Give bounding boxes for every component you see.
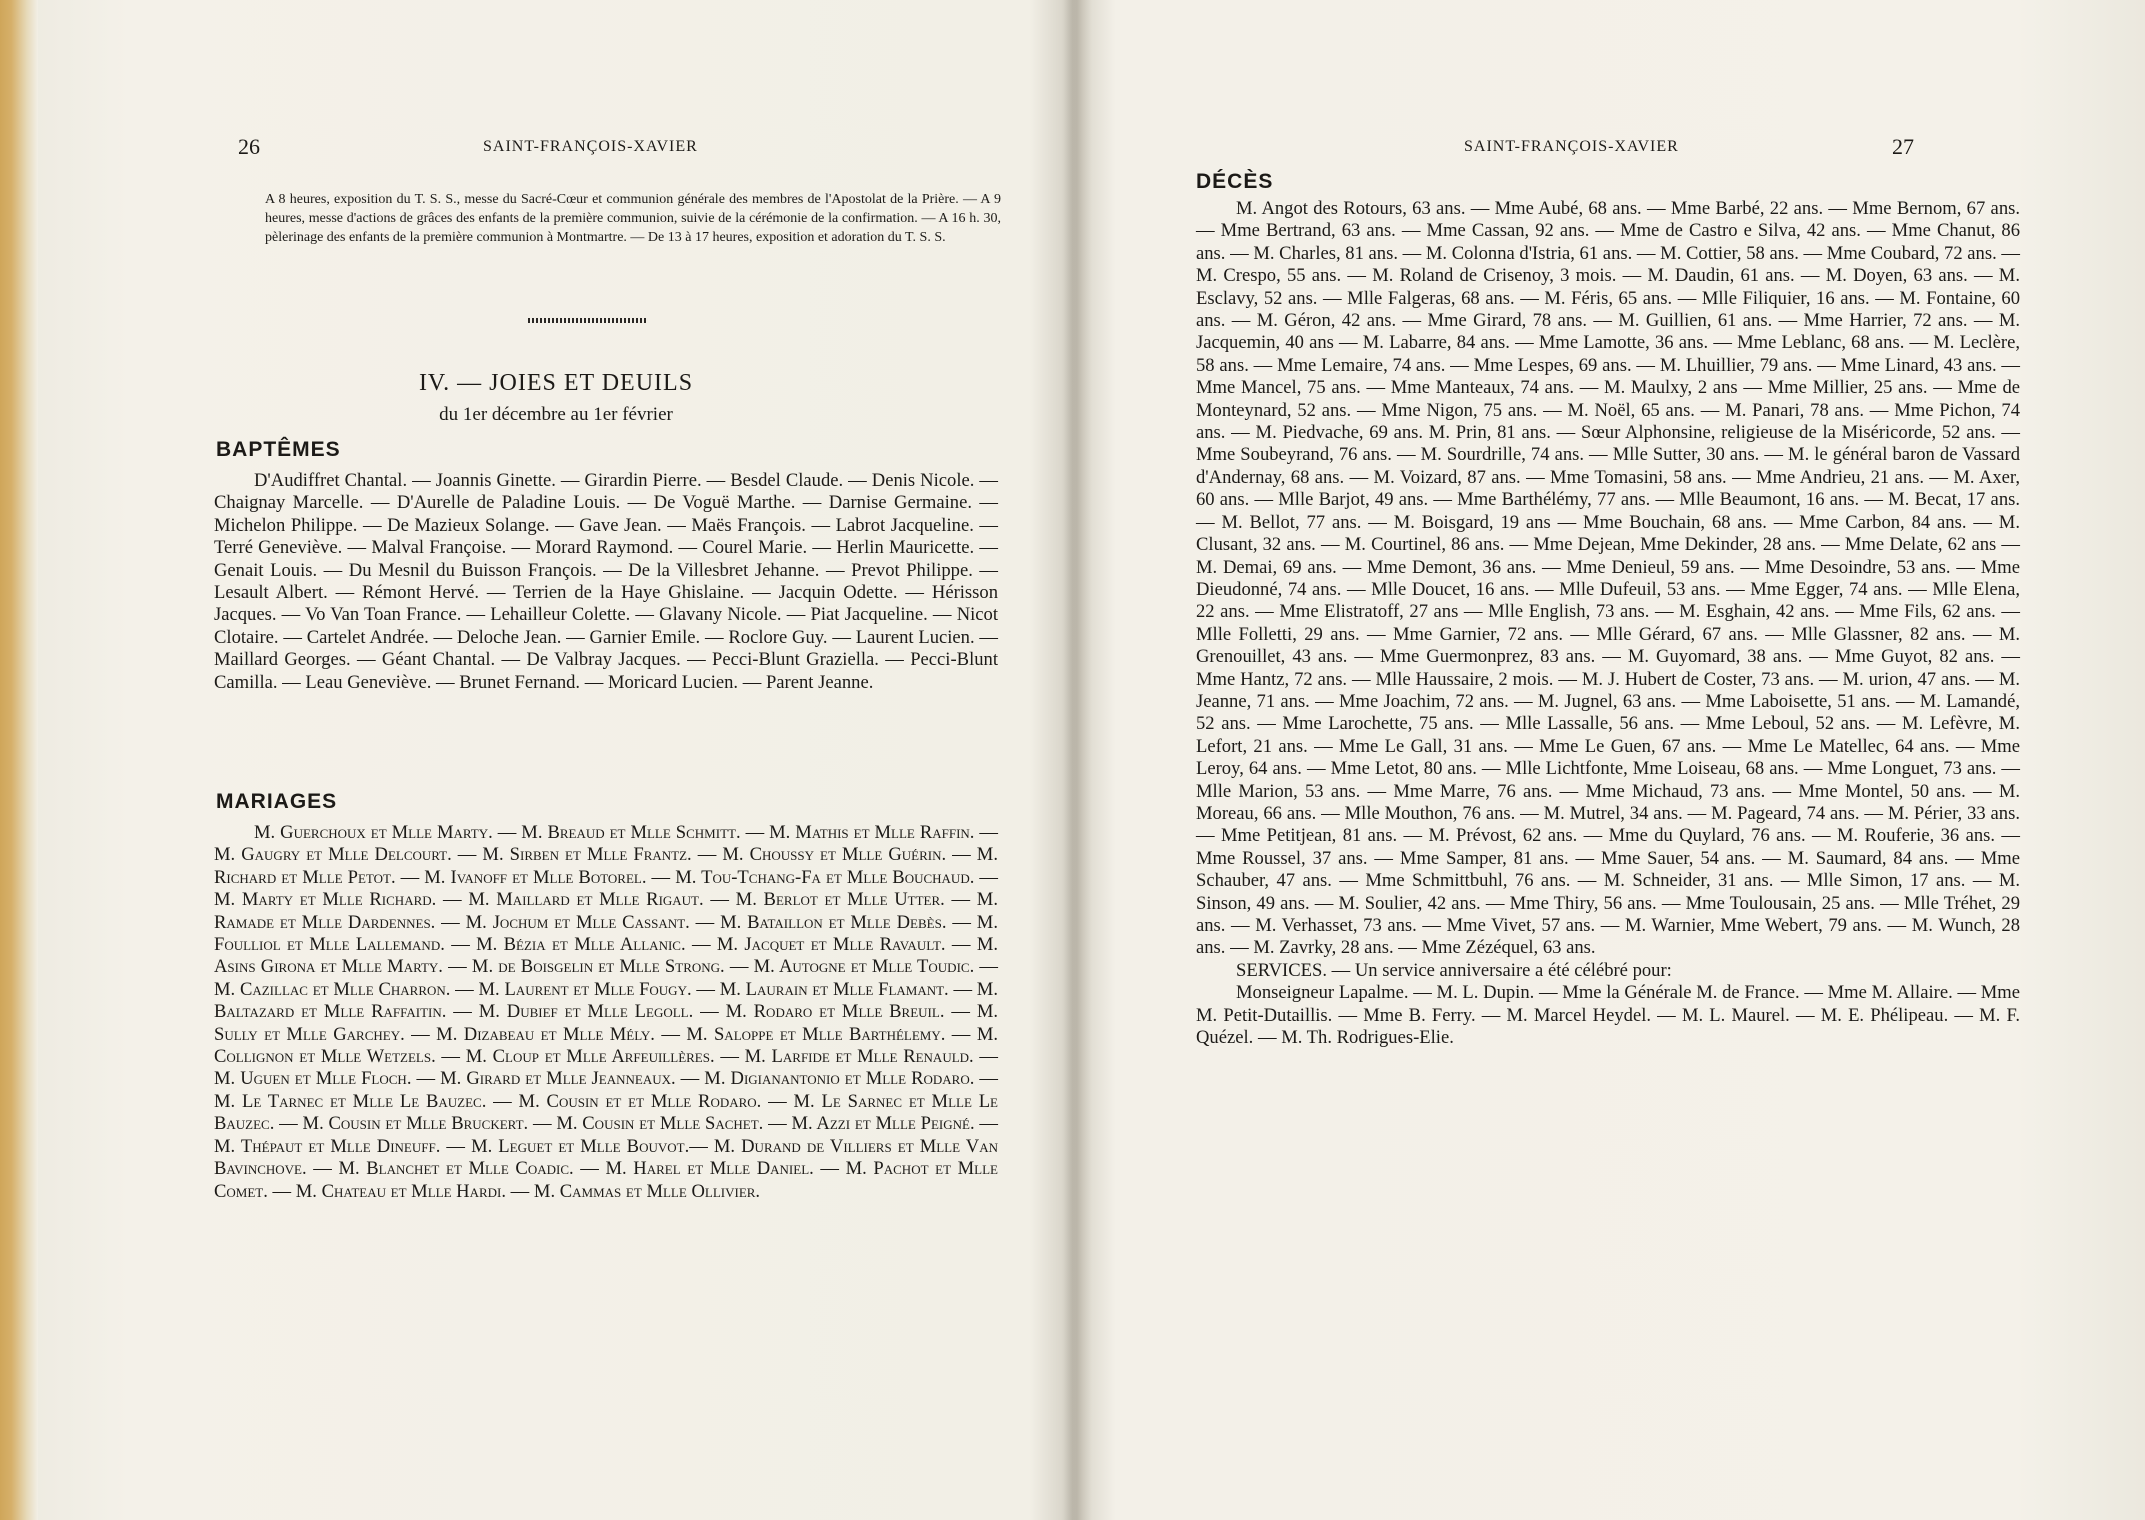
mariages-heading: MARIAGES [216,790,338,813]
right-page [1074,0,2145,1520]
services-intro-text: — Un service anniversaire a été célébré pour: [1326,959,1672,981]
page-number: 27 [1892,134,1914,159]
mariages-list [214,822,998,1203]
intro-paragraph: A 8 heures, exposition du T. S. S., messe du Sacré-Cœur et communion générale des membres de l'Apostolat de la Prière. — A 9 heures, messe d'actions de grâces des enfants de la première communion, suivie de la cérémonie de la confirmation. — A 16 h. 30, pèlerinage des enfants de la première communion à Montmartre. — De 13 à 17 heures, exposition et adoration du T. S. S. [265,192,1001,245]
services-paragraph: Monseigneur Lapalme. — M. L. Dupin. — Mme la Générale M. de France. — Mme M. Allaire. — Mme M. Petit-Dutaillis. — Mme B. Ferry. — M. Marcel Heydel. — M. L. Maurel. — M. E. Phélipeau. — M. F. Quézel. — M. Th. Rodrigues-Elie. [1196,982,2020,1049]
deces-heading: DÉCÈS [1196,170,1274,193]
section-title: IV. — JOIES ET DEUILS [418,370,694,396]
baptemes-heading: BAPTÊMES [216,438,341,461]
divider-ornament [528,318,648,323]
services-label: SERVICES. [1236,959,1327,981]
deces-list [1196,198,2020,1049]
page-number: 26 [238,134,260,159]
mariages-paragraph: M. Guerchoux et Mlle Marty. — M. Breaud et Mlle Schmitt. — M. Mathis et Mlle Raffin. — M. Gaugry et Mlle Delcourt. — M. Sirben et Mlle Frantz. — M. Choussy et Mlle Guérin. — M. Richard et Mlle Petot. — M. Ivanoff et Mlle Botorel. — M. Tou-Tchang-Fa et Mlle Bouchaud. — M. Marty et Mlle Richard. — M. Maillard et Mlle Rigaut. — M. Berlot et Mlle Utter. — M. Ramade et Mlle Dardennes. — M. Jochum et Mlle Cassant. — M. Bataillon et Mlle Debès. — M. Foulliol et Mlle Lallemand. — M. Bézia et Mlle Allanic. — M. Jacquet et Mlle Ravault. — M. Asins Girona et Mlle Marty. — M. de Boisgelin et Mlle Strong. — M. Autogne et Mlle Toudic. — M. Cazillac et Mlle Charron. — M. Laurent et Mlle Fougy. — M. Laurain et Mlle Flamant. — M. Baltazard et Mlle Raffaitin. — M. Dubief et Mlle Legoll. — M. Rodaro et Mlle Breuil. — M. Sully et Mlle Garchey. — M. Dizabeau et Mlle Mély. — M. Saloppe et Mlle Barthélemy. — M. Collignon et Mlle Wetzels. — M. Cloup et Mlle Arfeuillères. — M. Larfide et Mlle Renauld. — M. Uguen et Mlle Floch. — M. Girard et Mlle Jeanneaux. — M. Digianantonio et Mlle Rodaro. — M. Le Tarnec et Mlle Le Bauzec. — M. Cousin et et Mlle Rodaro. — M. Le Sarnec et Mlle Le Bauzec. — M. Cousin et Mlle Bruckert. — M. Cousin et Mlle Sachet. — M. Azzi et Mlle Peigné. — M. Thépaut et Mlle Dineuff. — M. Leguet et Mlle Bouvot.— M. Durand de Villiers et Mlle Van Bavinchove. — M. Blanchet et Mlle Coadic. — M. Harel et Mlle Daniel. — M. Pachot et Mlle Comet. — M. Chateau et Mlle Hardi. — M. Cammas et Mlle Ollivier. [214,822,998,1202]
section-subtitle: du 1er décembre au 1er février [439,404,673,425]
baptemes-list [214,470,998,694]
baptemes-paragraph: D'Audiffret Chantal. — Joannis Ginette. — Girardin Pierre. — Besdel Claude. — Denis Nicole. — Chaignay Marcelle. — D'Aurelle de Paladine Louis. — De Voguë Marthe. — Darnise Germaine. — Michelon Philippe. — De Mazieux Solange. — Gave Jean. — Maës François. — Labrot Jacqueline. — Terré Geneviève. — Malval Françoise. — Morard Raymond. — Courel Marie. — Herlin Mauricette. — Genait Louis. — Du Mesnil du Buisson François. — De la Villesbret Jehanne. — Prevot Philippe. — Lesault Albert. — Rémont Hervé. — Terrien de la Haye Ghislaine. — Jacquin Odette. — Hérisson Jacques. — Vo Van Toan France. — Lehailleur Colette. — Glavany Nicole. — Piat Jacqueline. — Nicot Clotaire. — Cartelet Andrée. — Deloche Jean. — Garnier Emile. — Roclore Guy. — Laurent Lucien. — Maillard Georges. — Géant Chantal. — De Valbray Jacques. — Pecci-Blunt Graziella. — Pecci-Blunt Camilla. — Leau Geneviève. — Brunet Fernand. — Moricard Lucien. — Parent Jeanne. [214,470,998,693]
running-head: SAINT-FRANÇOIS-XAVIER [483,138,698,155]
services-intro [1196,960,2020,982]
left-page [38,0,1074,1520]
deces-paragraph: M. Angot des Rotours, 63 ans. — Mme Aubé, 68 ans. — Mme Barbé, 22 ans. — Mme Bernom, 67 ans. — Mme Bertrand, 63 ans. — Mme Cassan, 92 ans. — Mme de Castro e Silva, 42 ans. — Mme Chanut, 86 ans. — M. Charles, 81 ans. — M. Colonna d'Istria, 61 ans. — M. Cottier, 58 ans. — Mme Coubard, 72 ans. — M. Crespo, 55 ans. — M. Roland de Crisenoy, 3 mois. — M. Daudin, 61 ans. — M. Doyen, 63 ans. — M. Esclavy, 52 ans. — Mlle Falgeras, 68 ans. — M. Féris, 65 ans. — Mlle Filiquier, 16 ans. — M. Fontaine, 60 ans. — M. Géron, 42 ans. — Mme Girard, 78 ans. — M. Guillien, 61 ans. — Mme Harrier, 72 ans. — M. Jacquemin, 40 ans — M. Labarre, 84 ans. — Mme Lamotte, 36 ans. — Mme Leblanc, 68 ans. — M. Leclère, 58 ans. — Mme Lemaire, 74 ans. — Mme Lespes, 69 ans. — M. Lhuillier, 79 ans. — Mme Linard, 43 ans. — Mme Mancel, 75 ans. — Mme Manteaux, 74 ans. — M. Maulxy, 2 ans — Mme Millier, 25 ans. — Mme de Monteynard, 52 ans. — Mme Nigon, 75 ans. — M. Noël, 65 ans. — M. Panari, 78 ans. — Mme Pichon, 74 ans. — M. Piedvache, 69 ans. M. Prin, 81 ans. — Sœur Alphonsine, religieuse de la Miséricorde, 52 ans. — Mme Soubeyrand, 76 ans. — M. Sourdrille, 74 ans. — Mlle Sutter, 30 ans. — M. le général baron de Vassard d'Andernay, 68 ans. — M. Voizard, 87 ans. — Mme Tomasini, 58 ans. — Mme Andrieu, 21 ans. — M. Axer, 60 ans. — Mlle Barjot, 49 ans. — Mme Barthélémy, 77 ans. — Mlle Beaumont, 16 ans. — M. Becat, 17 ans. — M. Bellot, 77 ans. — M. Boisgard, 19 ans — Mme Bouchain, 68 ans. — Mme Carbon, 84 ans. — M. Clusant, 32 ans. — M. Courtinel, 86 ans. — Mme Dejean, Mme Dekinder, 28 ans. — Mme Delate, 62 ans — M. Demai, 69 ans. — Mme Demont, 36 ans. — Mme Denieul, 59 ans. — Mme Desoindre, 53 ans. — Mme Dieudonné, 74 ans. — Mlle Doucet, 16 ans. — Mlle Dufeuil, 53 ans. — Mme Egger, 74 ans. — Mlle Elena, 22 ans. — Mme Elistratoff, 27 ans — Mlle English, 73 ans. — M. Esghain, 42 ans. — Mme Fils, 62 ans. — Mlle Folletti, 29 ans. — Mme Garnier, 72 ans. — Mlle Gérard, 67 ans. — Mlle Glassner, 82 ans. — M. Grenouillet, 43 ans. — Mme Guermonprez, 83 ans. — M. Guyomard, 38 ans. — Mme Guyot, 82 ans. — Mme Hantz, 72 ans. — Mlle Haussaire, 2 mois. — M. J. Hubert de Coster, 73 ans. — M. urion, 47 ans. — M. Jeanne, 71 ans. — Mme Joachim, 72 ans. — M. Jugnel, 63 ans. — Mme Laboisette, 51 ans. — M. Lamandé, 52 ans. — Mme Larochette, 75 ans. — Mlle Lassalle, 56 ans. — Mme Leboul, 52 ans. — M. Lefèvre, M. Lefort, 21 ans. — Mme Le Gall, 31 ans. — Mme Le Guen, 67 ans. — Mme Le Matellec, 64 ans. — Mme Leroy, 64 ans. — Mme Letot, 80 ans. — Mlle Lichtfonte, Mme Loiseau, 68 ans. — Mme Longuet, 73 ans. — Mlle Marion, 53 ans. — Mme Marre, 76 ans. — Mme Michaud, 73 ans. — Mme Montel, 50 ans. — M. Moreau, 66 ans. — Mlle Mouthon, 76 ans. — M. Mutrel, 34 ans. — M. Pageard, 74 ans. — M. Périer, 33 ans. — Mme Petitjean, 81 ans. — M. Prévost, 62 ans. — Mme du Quylard, 76 ans. — M. Rouferie, 36 ans. — Mme Roussel, 37 ans. — Mme Samper, 81 ans. — Mme Sauer, 54 ans. — M. Saumard, 84 ans. — Mme Schauber, 47 ans. — Mme Schmittbuhl, 76 ans. — M. Schneider, 31 ans. — Mlle Simon, 17 ans. — M. Sinson, 49 ans. — M. Soulier, 42 ans. — Mme Thiry, 56 ans. — Mme Toulousain, 25 ans. — Mlle Tréhet, 29 ans. — M. Verhasset, 73 ans. — Mme Vivet, 57 ans. — M. Warnier, Mme Webert, 79 ans. — M. Wunch, 28 ans. — M. Zavrky, 28 ans. — Mme Zézéquel, 63 ans. [1196,198,2020,959]
page-edge [0,0,38,1520]
running-head: SAINT-FRANÇOIS-XAVIER [1464,138,1679,155]
